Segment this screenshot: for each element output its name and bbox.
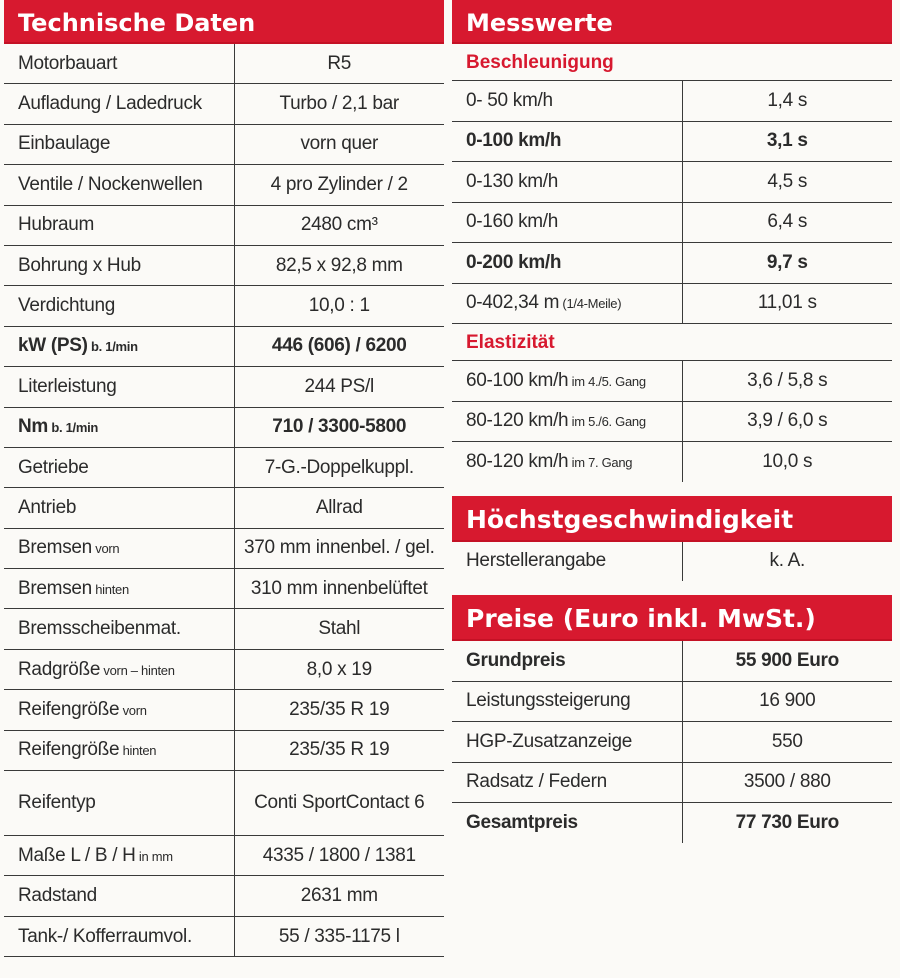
row-value: 2480 cm³	[234, 205, 444, 245]
row-label	[452, 762, 682, 803]
label-text: Gesamtpreis	[466, 811, 578, 833]
row-value: 710 / 3300-5800	[234, 407, 444, 447]
label-text: Aufladung / Ladedruck	[18, 93, 202, 115]
label-suffix: im 4./5. Gang	[568, 373, 646, 389]
row-label	[4, 367, 234, 407]
row-label	[452, 442, 682, 482]
row-label	[4, 836, 234, 876]
row-label	[452, 202, 682, 243]
table-row	[452, 401, 892, 442]
table-row	[4, 730, 444, 770]
row-value: 11,01 s	[682, 283, 892, 324]
row-value: 10,0 s	[682, 442, 892, 482]
row-value: 8,0 x 19	[234, 649, 444, 689]
row-label	[452, 542, 682, 582]
table-row	[452, 722, 892, 763]
row-value: 4335 / 1800 / 1381	[234, 836, 444, 876]
row-label	[452, 283, 682, 324]
label-suffix: b. 1/min	[48, 420, 99, 436]
label-text: Reifentyp	[18, 792, 96, 814]
row-label	[4, 609, 234, 649]
row-value: 82,5 x 92,8 mm	[234, 245, 444, 285]
row-label	[4, 245, 234, 285]
label-text: HGP-Zusatzanzeige	[466, 730, 632, 752]
label-text: Leistungssteigerung	[466, 690, 631, 712]
row-value: 4 pro Zylinder / 2	[234, 165, 444, 205]
table-row	[452, 81, 892, 121]
table-row	[4, 488, 444, 528]
row-value: 3,6 / 5,8 s	[682, 361, 892, 401]
label-suffix: im 5./6. Gang	[568, 414, 646, 430]
label-text: Einbaulage	[18, 133, 111, 155]
label-text: Herstellerangabe	[466, 550, 606, 572]
label-text: 80-120 km/h	[466, 410, 569, 432]
label-text: kW (PS)	[18, 335, 88, 357]
row-label	[452, 681, 682, 722]
label-text: 0-130 km/h	[466, 170, 559, 192]
table-row	[4, 649, 444, 689]
row-label	[452, 121, 682, 162]
row-value: Turbo / 2,1 bar	[234, 84, 444, 124]
table-row	[452, 641, 892, 681]
row-label	[4, 447, 234, 487]
table-row	[452, 361, 892, 401]
table-row	[4, 916, 444, 956]
row-label	[452, 641, 682, 681]
row-label	[4, 407, 234, 447]
row-label	[4, 205, 234, 245]
table-row	[4, 205, 444, 245]
row-value: 1,4 s	[682, 81, 892, 121]
label-text: Tank-/ Kofferraumvol.	[18, 925, 192, 947]
label-suffix: im 7. Gang	[568, 454, 633, 470]
label-text: 0-402,34 m	[466, 292, 560, 314]
table-row	[4, 165, 444, 205]
row-value: 55 / 335-1175 l	[234, 916, 444, 956]
row-value: 370 mm innenbel. / gel.	[234, 528, 444, 568]
label-text: Bremsen	[18, 537, 92, 559]
table-row	[4, 528, 444, 568]
row-value: k. A.	[682, 542, 892, 582]
label-text: Bremsen	[18, 577, 92, 599]
section-header: Messwerte	[452, 0, 892, 44]
label-text: Reifengröße	[18, 739, 120, 761]
row-value: 550	[682, 722, 892, 763]
hoechst-table	[452, 542, 892, 582]
technische-daten-panel	[4, 0, 444, 957]
subsection-title: Beschleunigung	[452, 44, 892, 81]
row-value: Conti SportContact 6	[234, 771, 444, 836]
table-row	[4, 447, 444, 487]
label-text: 80-120 km/h	[466, 450, 569, 472]
label-suffix: vorn	[91, 541, 120, 557]
row-value: 310 mm innenbelüftet	[234, 569, 444, 609]
label-suffix: (1/4-Meile)	[559, 296, 622, 312]
table-row	[4, 286, 444, 326]
row-value: R5	[234, 44, 444, 84]
row-label	[4, 569, 234, 609]
label-text: Verdichtung	[18, 295, 116, 317]
label-text: Radgröße	[18, 658, 101, 680]
row-label	[452, 81, 682, 121]
row-label	[452, 162, 682, 203]
table-row	[4, 407, 444, 447]
row-value: 9,7 s	[682, 243, 892, 284]
table-row	[4, 569, 444, 609]
row-label	[452, 361, 682, 401]
table-row	[4, 690, 444, 730]
row-label	[4, 916, 234, 956]
row-value: 55 900 Euro	[682, 641, 892, 681]
label-suffix: hinten	[91, 581, 129, 597]
preise-table	[452, 641, 892, 843]
row-label	[4, 876, 234, 916]
table-row	[4, 836, 444, 876]
table-row	[4, 84, 444, 124]
subsection-title: Elastizität	[452, 324, 892, 361]
table-row	[4, 771, 444, 836]
row-label	[452, 243, 682, 284]
row-label	[4, 286, 234, 326]
label-suffix: vorn	[119, 702, 147, 718]
table-row	[4, 44, 444, 84]
table-row	[4, 876, 444, 916]
row-value: 2631 mm	[234, 876, 444, 916]
table-row	[452, 283, 892, 324]
row-label	[452, 803, 682, 843]
label-text: Radstand	[18, 885, 97, 907]
label-text: Grundpreis	[466, 649, 566, 671]
elastizitaet-table	[452, 361, 892, 482]
table-row	[452, 542, 892, 582]
row-value: 235/35 R 19	[234, 690, 444, 730]
right-column	[452, 0, 892, 843]
row-value: vorn quer	[234, 124, 444, 164]
row-label	[4, 84, 234, 124]
section-header: Technische Daten	[4, 0, 444, 44]
label-text: 0-160 km/h	[466, 211, 559, 233]
row-label	[4, 165, 234, 205]
label-suffix: vorn – hinten	[100, 662, 175, 678]
row-value: 244 PS/l	[234, 367, 444, 407]
row-label	[4, 730, 234, 770]
row-label	[452, 722, 682, 763]
label-text: 0- 50 km/h	[466, 89, 553, 111]
row-label	[4, 649, 234, 689]
label-suffix: in mm	[135, 848, 173, 864]
row-value: 235/35 R 19	[234, 730, 444, 770]
label-text: Antrieb	[18, 496, 77, 518]
table-row	[4, 245, 444, 285]
beschleunigung-table	[452, 81, 892, 324]
specs-table	[4, 44, 444, 957]
row-label	[4, 528, 234, 568]
table-row	[452, 442, 892, 482]
row-value: 3,1 s	[682, 121, 892, 162]
row-value: Stahl	[234, 609, 444, 649]
label-text: Maße L / B / H	[18, 844, 136, 866]
row-value: 3,9 / 6,0 s	[682, 401, 892, 442]
label-text: Bremsscheibenmat.	[18, 618, 181, 640]
row-value: 4,5 s	[682, 162, 892, 203]
row-value: 7-G.-Doppelkuppl.	[234, 447, 444, 487]
row-label	[4, 124, 234, 164]
row-label	[4, 690, 234, 730]
table-row	[452, 762, 892, 803]
label-suffix: b. 1/min	[87, 339, 138, 355]
row-label	[4, 488, 234, 528]
label-text: 60-100 km/h	[466, 369, 569, 391]
label-text: 0-100 km/h	[466, 130, 562, 152]
table-row	[4, 609, 444, 649]
table-row	[4, 367, 444, 407]
row-value: 77 730 Euro	[682, 803, 892, 843]
label-suffix: hinten	[119, 743, 157, 759]
row-value: 16 900	[682, 681, 892, 722]
row-value: Allrad	[234, 488, 444, 528]
row-label	[4, 771, 234, 836]
label-text: Literleistung	[18, 375, 117, 397]
row-value: 446 (606) / 6200	[234, 326, 444, 366]
table-row	[452, 162, 892, 203]
label-text: Bohrung x Hub	[18, 254, 141, 276]
row-value: 6,4 s	[682, 202, 892, 243]
label-text: Radsatz / Federn	[466, 771, 607, 793]
table-row	[452, 202, 892, 243]
row-label	[4, 326, 234, 366]
row-label	[4, 44, 234, 84]
label-text: Nm	[18, 416, 49, 438]
label-text: Getriebe	[18, 456, 89, 478]
label-text: Ventile / Nockenwellen	[18, 173, 203, 195]
table-row	[4, 124, 444, 164]
row-value: 3500 / 880	[682, 762, 892, 803]
table-row	[452, 803, 892, 843]
table-row	[452, 681, 892, 722]
label-text: Motorbauart	[18, 52, 118, 74]
section-header: Preise (Euro inkl. MwSt.)	[452, 595, 892, 641]
label-text: 0-200 km/h	[466, 251, 562, 273]
table-row	[4, 326, 444, 366]
table-row	[452, 121, 892, 162]
label-text: Hubraum	[18, 214, 95, 236]
table-row	[452, 243, 892, 284]
row-value: 10,0 : 1	[234, 286, 444, 326]
section-header: Höchstgeschwindigkeit	[452, 496, 892, 542]
row-label	[452, 401, 682, 442]
label-text: Reifengröße	[18, 698, 120, 720]
